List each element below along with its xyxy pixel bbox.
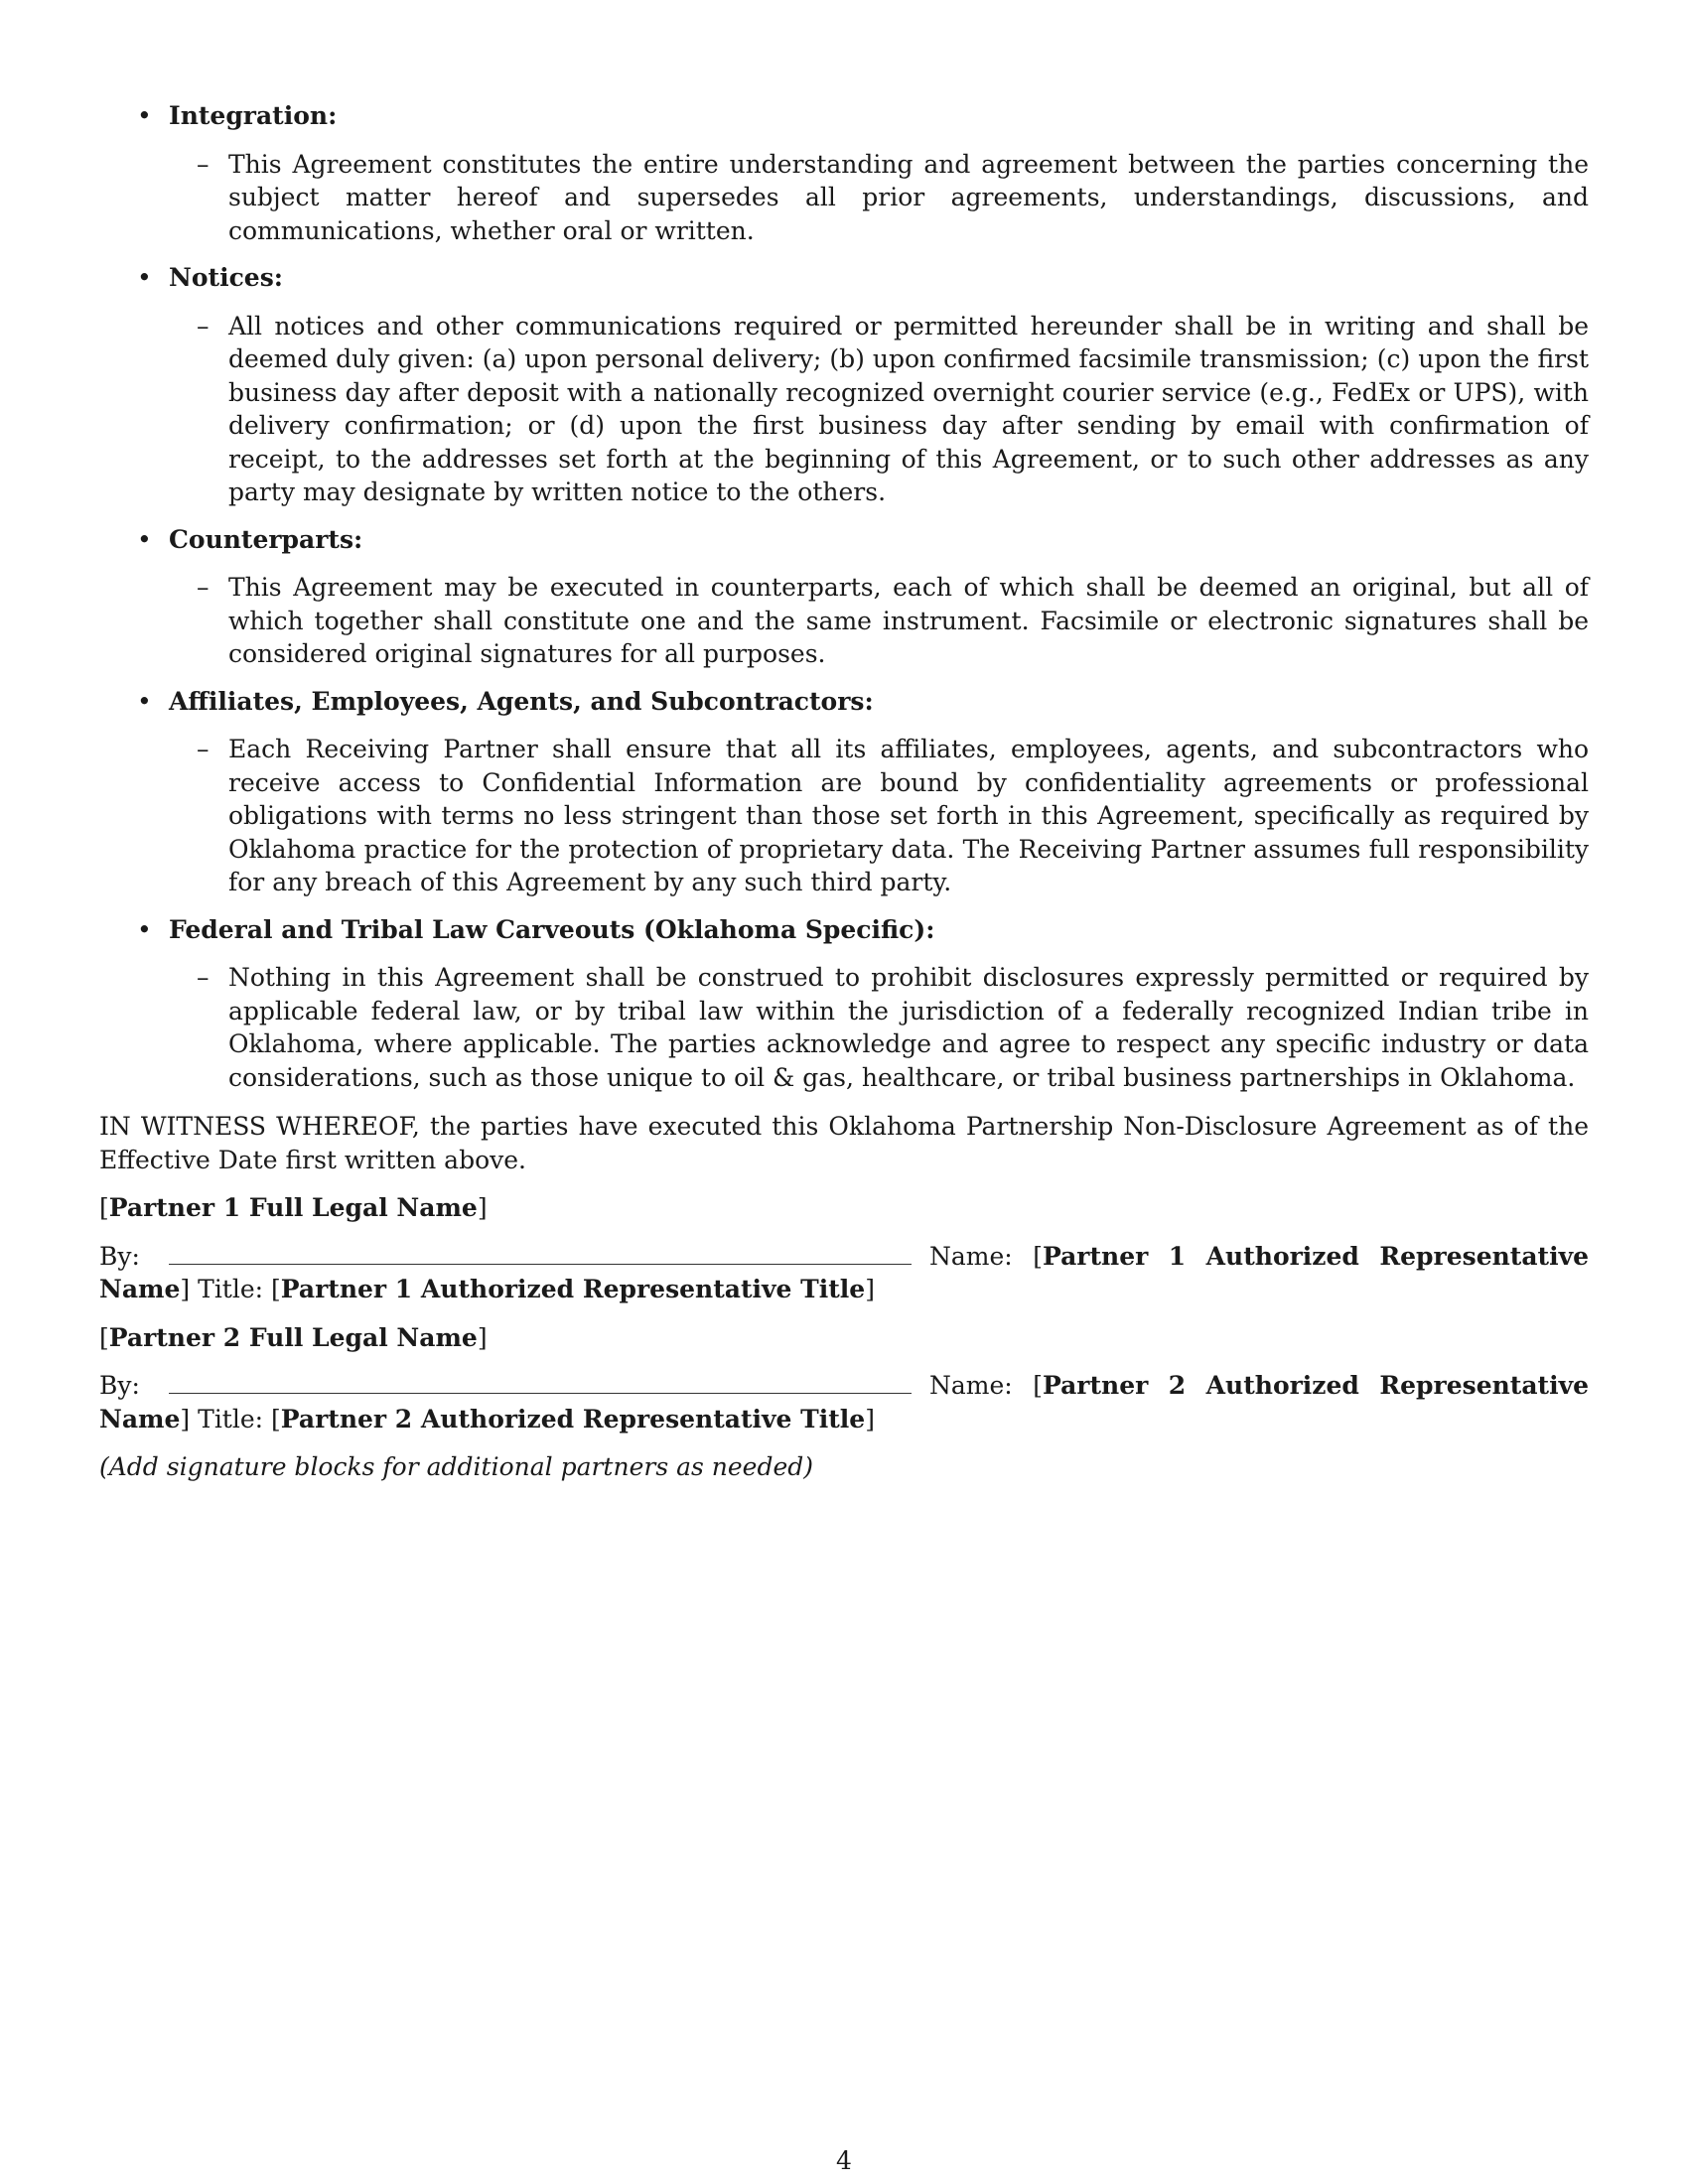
document-page [99, 99, 1589, 1484]
bullet-icon: • [137, 101, 152, 130]
partner1-signature-line[interactable] [169, 1242, 912, 1265]
witness-paragraph: IN WITNESS WHEREOF, the parties have executed this Oklahoma Partnership Non-Disclosure Agreement as of the Effective Date first written above. [99, 1112, 1589, 1174]
partner1-signature-block: By: Name: [Partner 1 Authorized Representative Name] Title: [Partner 1 Authorized Representative Title] [99, 1240, 1589, 1306]
section-heading: Federal and Tribal Law Carveouts (Oklahoma Specific): [169, 914, 935, 944]
section-heading: Notices: [169, 263, 284, 292]
section-heading: Affiliates, Employees, Agents, and Subcontractors: [169, 686, 874, 716]
section-heading: Integration: [169, 101, 338, 130]
section-text: This Agreement constitutes the entire understanding and agreement between the parties concerning the subject matter hereof and supersedes all prior agreements, understandings, discussions, and communications, whether oral or written. [228, 149, 1589, 245]
section-text: This Agreement may be executed in counterparts, each of which shall be deemed an original, but all of which together shall constitute one and the same instrument. Facsimile or electronic signatures shall be considered original signatures for all purposes. [228, 573, 1589, 668]
section-federal-tribal [99, 913, 1589, 1095]
partner1-rep-line2: Name] Title: [Partner 1 Authorized Representative Title] [99, 1275, 875, 1303]
section-text: All notices and other communications required or permitted hereunder shall be in writing and shall be deemed duly given: (a) upon personal delivery; (b) upon confirmed facsimile transmission; (c) upon the first business day after deposit with a nationally recognized overnight courier service (e.g., FedEx or UPS), with delivery confirmation; or (d) upon the first business day after sending by email with confirmation of receipt, to the addresses set forth at the beginning of this Agreement, or to such other addresses as any party may designate by written notice to the others. [228, 311, 1589, 506]
bullet-icon: • [137, 263, 152, 292]
section-heading: Counterparts: [169, 524, 363, 554]
section-integration [99, 99, 1589, 247]
partner2-legal-name: [Partner 2 Full Legal Name] [99, 1322, 488, 1352]
section-affiliates [99, 685, 1589, 899]
name-label: Name: [929, 1241, 1013, 1271]
page-number: 4 [836, 2146, 852, 2175]
dash-icon: – [197, 311, 210, 341]
by-label: By: [99, 1371, 140, 1400]
partner2-rep-line2: Name] Title: [Partner 2 Authorized Representative Title] [99, 1404, 875, 1433]
bullet-icon: • [137, 914, 152, 944]
partner1-legal-name: [Partner 1 Full Legal Name] [99, 1193, 488, 1222]
dash-icon: – [197, 149, 210, 179]
section-counterparts [99, 523, 1589, 671]
dash-icon: – [197, 963, 210, 992]
section-text: Each Receiving Partner shall ensure that all its affiliates, employees, agents, and subcontractors who receive access to Confidential Information are bound by confidentiality agreements or professional obligations with terms no less stringent than those set forth in this Agreement, specifically as required by Oklahoma practice for the protection of proprietary data. The Receiving Partner assumes full responsibility for any breach of this Agreement by any such third party. [228, 735, 1589, 896]
dash-icon: – [197, 573, 210, 602]
by-label: By: [99, 1241, 140, 1271]
bullet-icon: • [137, 524, 152, 554]
section-text: Nothing in this Agreement shall be construed to prohibit disclosures expressly permitted or required by applicable federal law, or by tribal law within the jurisdiction of a federally recognized Indian tribe in Oklahoma, where applicable. The parties acknowledge and agree to respect any specific industry or data considerations, such as those unique to oil & gas, healthcare, or tribal business partnerships in Oklahoma. [228, 963, 1589, 1092]
partner2-signature-block: By: Name: [Partner 2 Authorized Representative Name] Title: [Partner 2 Authorized Representative Title] [99, 1369, 1589, 1435]
additional-partners-note: (Add signature blocks for additional partners as needed) [99, 1452, 814, 1481]
partner2-signature-line[interactable] [169, 1371, 912, 1394]
name-label: Name: [929, 1371, 1013, 1400]
section-notices [99, 261, 1589, 509]
bullet-icon: • [137, 686, 152, 716]
dash-icon: – [197, 735, 210, 763]
